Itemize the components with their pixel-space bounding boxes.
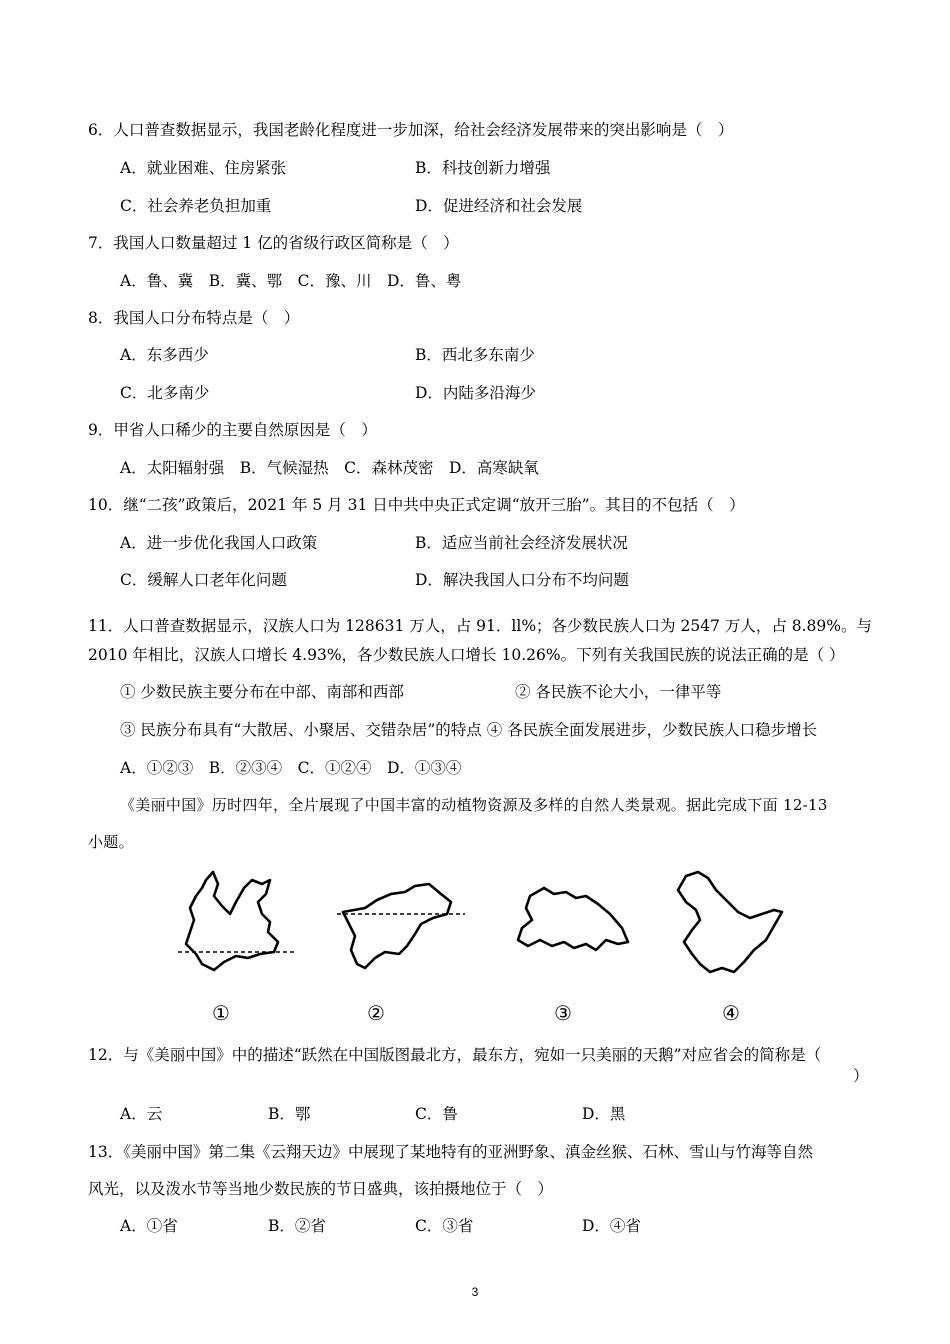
q11-statement-3-4: ③ 民族分布具有“大散居、小聚居、交错杂居”的特点 ④ 各民族全面发展进步，少数民族人口稳步增长 xyxy=(120,721,818,739)
q6-option-d: D．促进经济和社会发展 xyxy=(415,197,583,215)
map-label-1: ① xyxy=(212,1001,230,1025)
q8-option-a: A．东多西少 xyxy=(120,346,209,364)
q12-option-b: B．鄂 xyxy=(268,1105,311,1123)
q10-stem: 10．继“二孩”政策后，2021 年 5 月 31 日中共中央正式定调“放开三胎”。其目的不包括（ ） xyxy=(88,496,745,514)
q11-stem-line1: 11．人口普查数据显示，汉族人口为 128631 万人，占 91．ll%；各少数民族人口为 2547 万人，占 8.89%。与 xyxy=(88,617,873,635)
map-label-4: ④ xyxy=(722,1001,740,1025)
q12-option-a: A．云 xyxy=(120,1105,163,1123)
passage-line1: 《美丽中国》历时四年，全片展现了中国丰富的动植物资源及多样的自然人类景观。据此完成下面 12-13 xyxy=(120,796,828,814)
q10-option-a: A．进一步优化我国人口政策 xyxy=(120,534,318,552)
q6-option-b: B．科技创新力增强 xyxy=(415,159,551,177)
q13-option-d: D．④省 xyxy=(582,1217,641,1235)
q8-option-c: C．北多南少 xyxy=(120,384,210,402)
q12-option-c: C．鲁 xyxy=(415,1105,458,1123)
q7-options: A．鲁、冀 B．冀、鄂 C．豫、川 D．鲁、粤 xyxy=(120,272,462,290)
map-hubei-outline xyxy=(510,884,632,972)
q8-stem: 8．我国人口分布特点是（ ） xyxy=(88,309,300,327)
q9-options: A．太阳辐射强 B．气候湿热 C．森林茂密 D．高寒缺氧 xyxy=(120,459,539,477)
map-label-3: ③ xyxy=(554,1001,572,1025)
q6-stem: 6．人口普查数据显示，我国老龄化程度进一步加深，给社会经济发展带来的突出影响是（ ） xyxy=(88,121,734,139)
q10-option-b: B．适应当前社会经济发展状况 xyxy=(415,534,628,552)
q7-stem: 7．我国人口数量超过 1 亿的省级行政区简称是（ ） xyxy=(88,234,459,252)
q11-options: A．①②③ B．②③④ C．①②④ D．①③④ xyxy=(120,759,462,777)
q11-statement-1: ① 少数民族主要分布在中部、南部和西部 xyxy=(120,683,404,701)
q6-option-a: A．就业困难、住房紧张 xyxy=(120,159,287,177)
province-maps xyxy=(170,862,790,1032)
passage-line2: 小题。 xyxy=(88,833,134,851)
q13-stem-line1: 13．《美丽中国》第二集《云翔天边》中展现了某地特有的亚洲野象、滇金丝猴、石林、雪山与竹海等自然 xyxy=(88,1143,813,1161)
q11-statement-2: ② 各民族不论大小，一律平等 xyxy=(515,683,722,701)
q8-option-b: B．西北多东南少 xyxy=(415,346,535,364)
q8-option-d: D．内陆多沿海少 xyxy=(415,384,536,402)
map-shandong-outline xyxy=(335,880,467,972)
q12-option-d: D．黑 xyxy=(582,1105,626,1123)
q6-option-c: C．社会养老负担加重 xyxy=(120,197,272,215)
q13-option-a: A．①省 xyxy=(120,1217,178,1235)
map-label-2: ② xyxy=(367,1001,385,1025)
q11-stem-line2: 2010 年相比，汉族人口增长 4.93%，各少数民族人口增长 10.26%。下列有关我国民族的说法正确的是（ ） xyxy=(88,646,845,664)
q13-option-b: B．②省 xyxy=(268,1217,326,1235)
q9-stem: 9．甲省人口稀少的主要自然原因是（ ） xyxy=(88,421,377,439)
q13-stem-line2: 风光，以及泼水节等当地少数民族的节日盛典，该拍摄地位于（ ） xyxy=(88,1180,554,1198)
q12-stem: 12．与《美丽中国》中的描述“跃然在中国版图最北方，最东方，宛如一只美丽的天鹅”对应省会的简称是（ xyxy=(88,1046,822,1064)
page-number: 3 xyxy=(471,1285,479,1299)
q10-option-c: C．缓解人口老年化问题 xyxy=(120,571,287,589)
q13-option-c: C．③省 xyxy=(415,1217,474,1235)
q10-option-d: D．解决我国人口分布不均问题 xyxy=(415,571,629,589)
map-heilongjiang-outline xyxy=(670,868,788,980)
map-yunnan-outline xyxy=(178,866,298,984)
q12-stem-close: ） xyxy=(853,1067,869,1085)
